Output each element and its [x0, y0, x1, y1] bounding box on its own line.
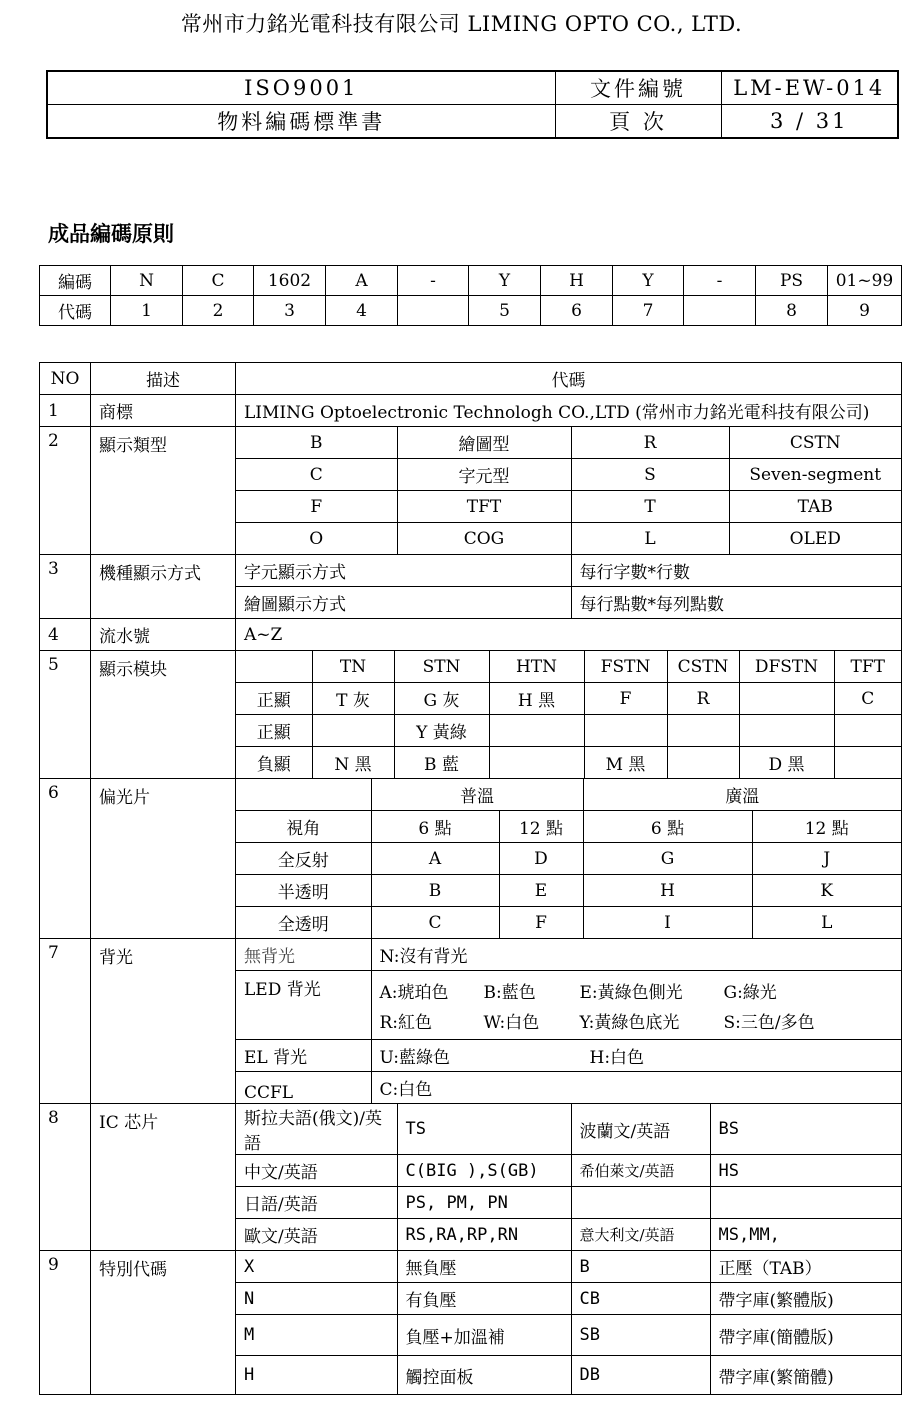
cell: G	[583, 843, 752, 875]
row-no: 1	[40, 395, 91, 427]
cell: G 灰	[394, 683, 489, 715]
cell: 每行字數*行數	[571, 555, 901, 587]
cell: 廣溫	[583, 779, 901, 811]
cell: 歐文/英語	[236, 1219, 397, 1251]
cell: 全反射	[236, 843, 371, 875]
led-color: S:三色/多色	[723, 1012, 815, 1033]
cell: TAB	[729, 491, 901, 523]
cell: DFSTN	[739, 651, 834, 683]
page-number: 3 / 31	[721, 105, 898, 139]
cell: CB	[571, 1283, 710, 1315]
led-color: A:琥珀色	[379, 982, 449, 1003]
cell: T	[571, 491, 729, 523]
row-desc: 機種顯示方式	[91, 555, 236, 619]
header-code: 代碼	[236, 363, 902, 395]
row-desc: 顯示模块	[91, 651, 236, 779]
cell: H	[236, 1356, 397, 1395]
led-color: B:藍色	[483, 982, 536, 1003]
code-cell: 7	[613, 296, 684, 326]
cell: I	[583, 907, 752, 939]
cell: 有負壓	[397, 1283, 571, 1315]
cell: B	[236, 427, 397, 459]
display-type-cell	[236, 427, 902, 555]
cell: E	[499, 875, 583, 907]
cell: BS	[710, 1104, 901, 1155]
cell	[834, 747, 901, 779]
cell	[571, 1187, 710, 1219]
led-color: R:紅色	[379, 1012, 433, 1033]
cell	[710, 1187, 901, 1219]
cell: 半透明	[236, 875, 371, 907]
code-table	[39, 265, 902, 326]
cell: 繪圖顯示方式	[236, 587, 571, 619]
cell	[584, 715, 667, 747]
el-color: U:藍綠色	[379, 1048, 450, 1068]
cell: J	[752, 843, 901, 875]
section-title: 成品編碼原則	[48, 221, 174, 246]
code-cell: 01~99	[828, 266, 902, 296]
el-color: H:白色	[589, 1048, 645, 1068]
code-cell: H	[541, 266, 613, 296]
cell: 帶字庫(簡體版)	[710, 1315, 901, 1356]
led-color: Y:黃綠色底光	[579, 1012, 680, 1033]
cell: 正顯	[236, 715, 312, 747]
cell: TFT	[397, 491, 571, 523]
cell: 帶字庫(繁簡體)	[718, 1367, 834, 1388]
header-no: NO	[40, 363, 91, 395]
row-no: 8	[40, 1104, 91, 1251]
row-no: 2	[40, 427, 91, 555]
row-no: 6	[40, 779, 91, 939]
row-no: 7	[40, 939, 91, 1104]
code-cell: Y	[613, 266, 684, 296]
cell: M 黑	[584, 747, 667, 779]
cell: D 黑	[739, 747, 834, 779]
cell: HTN	[489, 651, 584, 683]
row-desc: 商標	[91, 395, 236, 427]
cell: OLED	[789, 528, 841, 549]
cell: 帶字庫(繁體版)	[710, 1283, 901, 1315]
polarizer-cell	[236, 779, 902, 939]
cell: STN	[394, 651, 489, 683]
cell: X	[236, 1251, 397, 1283]
code-cell: 6	[541, 296, 613, 326]
cell: 負顯	[236, 747, 312, 779]
code-cell: 9	[828, 296, 902, 326]
cell: C	[834, 683, 901, 715]
cell: R	[667, 683, 739, 715]
document-header	[46, 70, 899, 139]
cell: PS, PM, PN	[397, 1187, 571, 1219]
cell: CSTN	[667, 651, 739, 683]
cell: SB	[571, 1315, 710, 1356]
code-cell: 3	[254, 296, 326, 326]
page-label: 頁 次	[555, 105, 721, 139]
cell: Y 黃綠	[394, 715, 489, 747]
spec-table	[39, 362, 902, 1395]
cell	[834, 715, 901, 747]
cell: M	[236, 1315, 397, 1356]
row-no: 4	[40, 619, 91, 651]
cell: 中文/英語	[236, 1155, 397, 1187]
cell: C:白色	[379, 1080, 433, 1100]
code-cell: 1602	[254, 266, 326, 296]
cell: F	[584, 683, 667, 715]
doc-title: 物料編碼標準書	[47, 105, 555, 139]
cell	[489, 747, 584, 779]
cell: RS,RA,RP,RN	[397, 1219, 571, 1251]
cell: B	[371, 875, 499, 907]
led-color: G:綠光	[723, 982, 777, 1003]
cell: L	[571, 523, 729, 555]
doc-no-label: 文件編號	[555, 71, 721, 105]
cell: B 藍	[394, 747, 489, 779]
cell: 12 點	[752, 811, 901, 843]
cell	[236, 779, 371, 811]
cell: TS	[397, 1104, 571, 1155]
cell: LED 背光	[236, 971, 371, 1040]
cell: TN	[312, 651, 394, 683]
code-cell: 代碼	[40, 296, 111, 326]
serial-text: A~Z	[236, 619, 902, 651]
cell: 視角	[236, 811, 371, 843]
row-no: 3	[40, 555, 91, 619]
company-title: 常州市力銘光電科技有限公司 LIMING OPTO CO., LTD.	[180, 12, 743, 36]
cell: 波蘭文/英語	[571, 1104, 710, 1155]
led-colors	[371, 971, 901, 1040]
cell	[667, 747, 739, 779]
cell: 6 點	[583, 811, 752, 843]
code-cell: 8	[756, 296, 828, 326]
row-desc: 偏光片	[91, 779, 236, 939]
cell: R	[571, 427, 729, 459]
cell: S	[571, 459, 729, 491]
cell: COG	[397, 523, 571, 555]
cell: 字元型	[397, 459, 571, 491]
cell: C	[236, 459, 397, 491]
cell: B	[571, 1251, 710, 1283]
cell: FSTN	[584, 651, 667, 683]
cell: L	[821, 912, 833, 933]
code-cell: Y	[469, 266, 541, 296]
cell: C(BIG ),S(GB)	[397, 1155, 571, 1187]
row-no: 5	[40, 651, 91, 779]
display-module-cell	[236, 651, 902, 779]
cell: Seven-segment	[729, 459, 901, 491]
code-cell: A	[326, 266, 398, 296]
header-desc: 描述	[91, 363, 236, 395]
trademark-text: LIMING Optoelectronic Technologh CO.,LTD (常州市力銘光電科技有限公司)	[236, 395, 902, 427]
cell: 字元顯示方式	[236, 555, 571, 587]
code-cell: 1	[111, 296, 183, 326]
cell	[667, 715, 739, 747]
cell: CSTN	[729, 427, 901, 459]
cell: 普溫	[371, 779, 583, 811]
cell: D	[499, 843, 583, 875]
cell: 6 點	[371, 811, 499, 843]
code-cell: -	[398, 266, 469, 296]
cell: A	[371, 843, 499, 875]
cell: 意大利文/英語	[571, 1219, 710, 1251]
row-desc: 顯示類型	[91, 427, 236, 555]
cell	[739, 683, 834, 715]
backlight-cell	[236, 939, 902, 1104]
cell: 觸控面板	[397, 1356, 571, 1395]
cell: CCFL	[236, 1072, 371, 1104]
cell: HS	[710, 1155, 901, 1187]
cell: N 黑	[312, 747, 394, 779]
cell: 負壓+加溫補	[397, 1315, 571, 1356]
row-no: 9	[40, 1251, 91, 1395]
code-cell: -	[684, 266, 756, 296]
doc-no: LM-EW-014	[721, 71, 898, 105]
code-cell: C	[183, 266, 254, 296]
special-code-cell	[236, 1251, 902, 1395]
cell	[312, 715, 394, 747]
cell: EL 背光	[236, 1040, 371, 1072]
cell: N	[236, 1283, 397, 1315]
code-cell	[398, 296, 469, 326]
cell: F	[499, 907, 583, 939]
cell: N:沒有背光	[371, 939, 901, 971]
code-cell: N	[111, 266, 183, 296]
code-cell: 編碼	[40, 266, 111, 296]
led-color: E:黃綠色側光	[579, 982, 683, 1003]
iso-label: ISO9001	[47, 71, 555, 105]
cell: 無負壓	[397, 1251, 571, 1283]
cell: 繪圖型	[397, 427, 571, 459]
cell: 無背光	[236, 939, 371, 971]
cell	[236, 651, 312, 683]
cell	[489, 715, 584, 747]
code-cell: 5	[469, 296, 541, 326]
code-cell: 2	[183, 296, 254, 326]
cell: 正壓（TAB）	[710, 1251, 901, 1283]
cell: T 灰	[312, 683, 394, 715]
ic-chip-cell	[236, 1104, 902, 1251]
cell: H 黑	[489, 683, 584, 715]
cell: 12 點	[499, 811, 583, 843]
cell: TFT	[834, 651, 901, 683]
row-desc: 背光	[91, 939, 236, 1104]
cell: C	[371, 907, 499, 939]
code-cell: PS	[756, 266, 828, 296]
cell: 每行點數*每列點數	[579, 595, 724, 615]
cell: O	[236, 523, 397, 555]
cell: DB	[571, 1356, 710, 1395]
code-cell: 4	[326, 296, 398, 326]
code-cell	[684, 296, 756, 326]
led-color: W:白色	[483, 1012, 540, 1033]
cell: F	[236, 491, 397, 523]
cell: K	[752, 875, 901, 907]
cell: 希伯萊文/英語	[571, 1155, 710, 1187]
row-desc: 流水號	[91, 619, 236, 651]
cell	[739, 715, 834, 747]
cell: 正顯	[236, 683, 312, 715]
cell: 日語/英語	[236, 1187, 397, 1219]
cell: 全透明	[236, 907, 371, 939]
row-desc: 特別代碼	[91, 1251, 236, 1395]
display-mode-cell	[236, 555, 902, 619]
cell: 斯拉夫語(俄文)/英語	[236, 1104, 397, 1155]
el-colors	[371, 1040, 901, 1072]
cell: H	[583, 875, 752, 907]
cell: MS,MM,	[718, 1224, 780, 1245]
row-desc: IC 芯片	[91, 1104, 236, 1251]
